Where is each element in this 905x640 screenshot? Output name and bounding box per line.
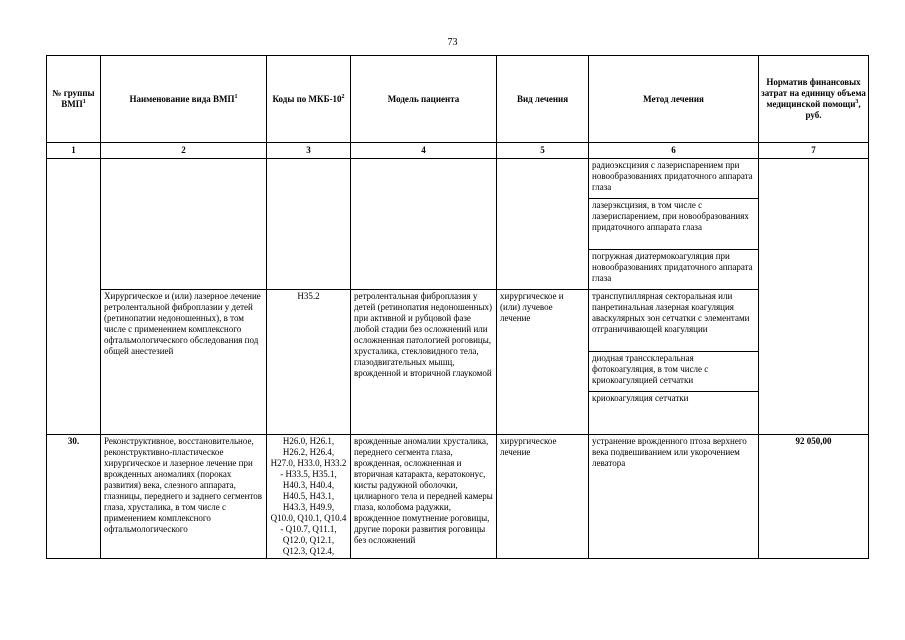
method-cell: радиоэксцизия с лазериспарением при новообразованиях придаточного аппарата глаза bbox=[589, 159, 759, 199]
col-number: 5 bbox=[497, 143, 589, 159]
treatment-type-cell bbox=[497, 159, 589, 290]
col-number: 1 bbox=[47, 143, 101, 159]
treatment-type-cell: хирургическое и (или) лучевое лечение bbox=[497, 290, 589, 435]
column-numbers-row bbox=[47, 143, 869, 159]
header-vmp-name: Наименование вида ВМП$^1$ bbox=[101, 56, 267, 143]
group-number-cell: 30. bbox=[47, 435, 101, 559]
cost-cell bbox=[759, 159, 869, 435]
method-cell: погружная диатермокоагуляция при новообразованиях придаточного аппарата глаза bbox=[589, 250, 759, 290]
table-row bbox=[47, 290, 869, 352]
col-number: 3 bbox=[267, 143, 351, 159]
table-row bbox=[47, 159, 869, 199]
col-number: 7 bbox=[759, 143, 869, 159]
method-cell: диодная транссклеральная фотокоагуляция, в том числе с криокоагуляцией сетчатки bbox=[589, 352, 759, 392]
col-number: 4 bbox=[351, 143, 497, 159]
vmp-name-cell: Хирургическое и (или) лазерное лечение ретролентальной фиброплазии у детей (ретинопатии недоношенных), в том числе с применением комплексного офтальмологического обследования под общей анестезией bbox=[101, 290, 267, 435]
icd-codes-cell bbox=[267, 159, 351, 290]
method-cell: лазерэксцизия, в том числе с лазериспарением, при новообразованиях придаточного аппарата глаза bbox=[589, 199, 759, 250]
method-cell: криокоагуляция сетчатки bbox=[589, 392, 759, 435]
treatment-type-cell: хирургическое лечение bbox=[497, 435, 589, 559]
col-number: 2 bbox=[101, 143, 267, 159]
patient-model-cell: врожденные аномалии хрусталика, переднего сегмента глаза, врожденная, осложненная и вторичная катаракта, кератоконус, кисты радужной оболочки, цилиарного тела и передней камеры глаза, колобома радужки, врожденное помутнение роговицы, другие пороки развития роговицы без осложнений bbox=[351, 435, 497, 559]
vmp-table bbox=[46, 55, 869, 559]
col-number: 6 bbox=[589, 143, 759, 159]
header-cost-norm: Норматив финансовых затрат на единицу объема медицинской помощи$^3$, руб. bbox=[759, 56, 869, 143]
patient-model-cell bbox=[351, 159, 497, 290]
patient-model-cell: ретролентальная фиброплазия у детей (ретинопатия недоношенных) при активной и рубцовой фазе любой стадии без осложнений или осложненная патологией роговицы, хрусталика, стекловидного тела, глазодвигательных мышц, врожденной и вторичной глаукомой bbox=[351, 290, 497, 435]
header-patient-model: Модель пациента bbox=[351, 56, 497, 143]
method-cell: транспупиллярная секторальная или панретинальная лазерная коагуляция аваскулярных зон сетчатки с элементами отграничивающей коагуляции bbox=[589, 290, 759, 352]
header-treatment-type: Вид лечения bbox=[497, 56, 589, 143]
vmp-name-cell bbox=[101, 159, 267, 290]
icd-codes-cell: H26.0, H26.1, H26.2, H26.4, H27.0, H33.0, H33.2 - H33.5, H35.1, H40.3, H40.4, H40.5, H43.1, H43.3, H49.9, Q10.0, Q10.1, Q10.4 - Q10.7, Q11.1, Q12.0, Q12.1, Q12.3, Q12.4, bbox=[267, 435, 351, 559]
header-icd-codes: Коды по МКБ-$10^2$ bbox=[267, 56, 351, 143]
group-number-cell bbox=[47, 159, 101, 435]
header-treatment-method: Метод лечения bbox=[589, 56, 759, 143]
table-row bbox=[47, 435, 869, 559]
icd-codes-cell: H35.2 bbox=[267, 290, 351, 435]
header-group-number: № группы ВМП$^1$ bbox=[47, 56, 101, 143]
method-cell: устранение врожденного птоза верхнего века подвешиванием или укорочением леватора bbox=[589, 435, 759, 559]
cost-cell: 92 050,00 bbox=[759, 435, 869, 559]
page-number: 73 bbox=[447, 37, 458, 48]
header-row bbox=[47, 56, 869, 143]
vmp-name-cell: Реконструктивное, восстановительное, реконструктивно-пластическое хирургическое и лазерное лечение при врожденных аномалиях (пороках развития) века, слезного аппарата, глазницы, переднего и заднего сегментов глаза, хрусталика, в том числе с применением комплексного офтальмологического bbox=[101, 435, 267, 559]
